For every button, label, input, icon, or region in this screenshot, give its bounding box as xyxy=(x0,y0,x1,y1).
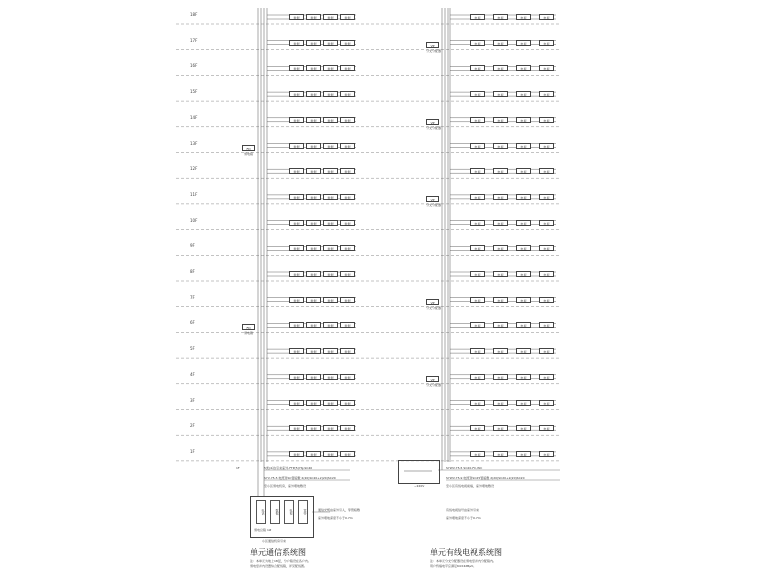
data-outlet: 数据 xyxy=(289,143,304,149)
floor-label: 1F xyxy=(190,448,195,454)
right-splitter-box: VP xyxy=(426,196,439,202)
tv-outlet: 电视 xyxy=(493,65,508,71)
tv-outlet: 电视 xyxy=(470,91,485,97)
data-outlet: 数据 xyxy=(323,245,338,251)
floor-label: 7F xyxy=(190,294,195,300)
cabinet-column: 数据 xyxy=(270,500,280,524)
tv-outlet: 电视 xyxy=(516,425,531,431)
data-outlet: 数据 xyxy=(323,143,338,149)
floor-label: 11F xyxy=(190,191,198,197)
right-box-note: 分支分配器 xyxy=(426,305,442,310)
floor-label: 8F xyxy=(190,269,195,274)
tv-outlet: 电视 xyxy=(493,168,508,174)
tv-outlet: 电视 xyxy=(470,220,485,226)
tv-outlet: 电视 xyxy=(516,297,531,303)
data-outlet: 数据 xyxy=(323,400,338,406)
tv-outlet: 电视 xyxy=(539,40,554,46)
tv-outlet: 电视 xyxy=(539,245,554,251)
floor-label: 14F xyxy=(190,114,198,120)
tv-outlet: 电视 xyxy=(470,400,485,406)
right-box-note: 分支分配器 xyxy=(426,202,442,207)
tv-outlet: 电视 xyxy=(493,143,508,149)
data-outlet: 数据 xyxy=(340,117,355,123)
tv-outlet: 电视 xyxy=(470,143,485,149)
data-outlet: 数据 xyxy=(306,374,321,380)
floor-label: 15F xyxy=(190,89,198,95)
left-distribution-box: FD xyxy=(242,145,255,151)
right-trunk-cable: SYWV-75-5 SC20-FC,WC xyxy=(446,466,483,470)
data-outlet: 数据 xyxy=(340,168,355,174)
data-outlet: 数据 xyxy=(323,374,338,380)
data-outlet: 数据 xyxy=(340,348,355,354)
right-splitter-box: VP xyxy=(426,119,439,125)
tv-outlet: 电视 xyxy=(516,65,531,71)
data-outlet: 数据 xyxy=(340,374,355,380)
tv-outlet: 电视 xyxy=(539,194,554,200)
data-outlet: 数据 xyxy=(306,40,321,46)
data-outlet: 数据 xyxy=(323,297,338,303)
data-outlet: 数据 xyxy=(323,40,338,46)
right-splitter-box: VP xyxy=(426,376,439,382)
tv-outlet: 电视 xyxy=(493,91,508,97)
data-outlet: 数据 xyxy=(289,40,304,46)
data-outlet: 数据 xyxy=(306,451,321,457)
tv-outlet: 电视 xyxy=(539,271,554,277)
data-outlet: 数据 xyxy=(306,91,321,97)
floor-label: 10F xyxy=(190,217,198,223)
data-outlet: 数据 xyxy=(289,14,304,20)
data-outlet: 数据 xyxy=(289,117,304,123)
tv-outlet: 电视 xyxy=(539,143,554,149)
data-outlet: 数据 xyxy=(289,194,304,200)
tv-outlet: 电视 xyxy=(539,400,554,406)
tv-outlet: 电视 xyxy=(516,117,531,123)
data-outlet: 数据 xyxy=(323,322,338,328)
left-bottom-label: 1F xyxy=(236,466,240,470)
data-outlet: 数据 xyxy=(340,65,355,71)
data-outlet: 数据 xyxy=(289,297,304,303)
data-outlet: 数据 xyxy=(306,425,321,431)
cabinet-column: 电视 xyxy=(284,500,294,524)
right-amplifier-box xyxy=(398,460,440,484)
tv-outlet: 电视 xyxy=(493,400,508,406)
tv-outlet: 电视 xyxy=(470,40,485,46)
data-outlet: 数据 xyxy=(289,348,304,354)
tv-outlet: 电视 xyxy=(539,348,554,354)
tv-outlet: 电视 xyxy=(539,374,554,380)
data-outlet: 数据 xyxy=(340,143,355,149)
tv-outlet: 电视 xyxy=(516,374,531,380)
tv-outlet: 电视 xyxy=(470,168,485,174)
data-outlet: 数据 xyxy=(289,271,304,277)
floor-label: 17F xyxy=(190,37,198,43)
right-splitter-box: VP xyxy=(426,42,439,48)
tv-outlet: 电视 xyxy=(470,451,485,457)
right-box-note: 分支分配器 xyxy=(426,382,442,387)
cabinet-column: 宽带 xyxy=(298,500,308,524)
tv-outlet: 电视 xyxy=(516,322,531,328)
tv-outlet: 电视 xyxy=(516,14,531,20)
data-outlet: 数据 xyxy=(323,65,338,71)
data-outlet: 数据 xyxy=(340,14,355,20)
data-outlet: 数据 xyxy=(323,14,338,20)
tv-outlet: 电视 xyxy=(539,91,554,97)
tv-outlet: 电视 xyxy=(516,245,531,251)
tv-outlet: 电视 xyxy=(516,91,531,97)
data-outlet: 数据 xyxy=(340,40,355,46)
data-outlet: 数据 xyxy=(306,168,321,174)
data-outlet: 数据 xyxy=(306,297,321,303)
tv-outlet: 电视 xyxy=(493,322,508,328)
right-note-2: 用户终端电平应满足64±4dBμV。 xyxy=(430,564,477,568)
tv-outlet: 电视 xyxy=(493,220,508,226)
tv-outlet: 电视 xyxy=(516,400,531,406)
tv-outlet: 电视 xyxy=(493,117,508,123)
floor-label: 3F xyxy=(190,397,195,403)
tv-outlet: 电视 xyxy=(516,168,531,174)
data-outlet: 数据 xyxy=(340,220,355,226)
floor-label: 6F xyxy=(190,320,195,326)
data-outlet: 数据 xyxy=(340,425,355,431)
right-box-note: 分支分配器 xyxy=(426,125,442,130)
right-head-cable: SYWV-75-9 电缆穿SC25管暗敷 2(20)SC20+2(20)SC20 xyxy=(446,476,525,480)
tv-outlet: 电视 xyxy=(470,245,485,251)
left-box-note: 弱电箱 xyxy=(244,151,254,156)
data-outlet: 数据 xyxy=(306,348,321,354)
left-cabinet-note: 小区通信机房引来 xyxy=(262,539,287,543)
tv-outlet: 电视 xyxy=(470,271,485,277)
data-outlet: 数据 xyxy=(289,322,304,328)
data-outlet: 数据 xyxy=(306,65,321,71)
data-outlet: 数据 xyxy=(323,425,338,431)
data-outlet: 数据 xyxy=(323,194,338,200)
floor-label: 2F xyxy=(190,423,195,429)
data-outlet: 数据 xyxy=(340,322,355,328)
floor-label: 13F xyxy=(190,140,198,146)
data-outlet: 数据 xyxy=(340,400,355,406)
tv-outlet: 电视 xyxy=(493,271,508,277)
data-outlet: 数据 xyxy=(323,220,338,226)
data-outlet: 数据 xyxy=(306,271,321,277)
tv-outlet: 电视 xyxy=(470,425,485,431)
tv-outlet: 电视 xyxy=(493,245,508,251)
floor-label: 18F xyxy=(190,12,198,17)
tv-outlet: 电视 xyxy=(539,425,554,431)
data-outlet: 数据 xyxy=(340,91,355,97)
tv-outlet: 电视 xyxy=(516,451,531,457)
data-outlet: 数据 xyxy=(289,374,304,380)
tv-outlet: 电视 xyxy=(516,220,531,226)
data-outlet: 数据 xyxy=(340,297,355,303)
data-outlet: 数据 xyxy=(340,451,355,457)
right-splitter-box: VP xyxy=(426,299,439,305)
left-box-note: 弱电箱 xyxy=(244,331,254,336)
floor-label: 5F xyxy=(190,346,195,352)
left-note-right-1: 通信光缆由室外引入，穿管暗敷 xyxy=(318,508,361,512)
data-outlet: 数据 xyxy=(289,220,304,226)
tv-outlet: 电视 xyxy=(493,297,508,303)
tv-outlet: 电视 xyxy=(493,348,508,354)
left-cabinet-label: 弱电总箱 1# xyxy=(254,528,272,532)
data-outlet: 数据 xyxy=(323,168,338,174)
data-outlet: 数据 xyxy=(323,117,338,123)
left-note-2: 弱电竖井内设置综合配线箱，详见配线图。 xyxy=(250,564,308,568)
tv-outlet: 电视 xyxy=(539,220,554,226)
tv-outlet: 电视 xyxy=(539,297,554,303)
data-outlet: 数据 xyxy=(289,91,304,97)
data-outlet: 数据 xyxy=(340,271,355,277)
tv-outlet: 电视 xyxy=(470,14,485,20)
right-note-right-2: 室外埋地深度不小于0.7m xyxy=(446,516,481,520)
tv-outlet: 电视 xyxy=(516,40,531,46)
data-outlet: 数据 xyxy=(306,143,321,149)
tv-outlet: 电视 xyxy=(493,194,508,200)
tv-outlet: 电视 xyxy=(470,194,485,200)
tv-outlet: 电视 xyxy=(539,65,554,71)
data-outlet: 数据 xyxy=(289,245,304,251)
tv-outlet: 电视 xyxy=(470,374,485,380)
data-outlet: 数据 xyxy=(323,451,338,457)
floor-label: 12F xyxy=(190,166,198,172)
data-outlet: 数据 xyxy=(306,220,321,226)
data-outlet: 数据 xyxy=(289,400,304,406)
cabinet-column: 电话 xyxy=(256,500,266,524)
data-outlet: 数据 xyxy=(323,271,338,277)
tv-outlet: 电视 xyxy=(493,14,508,20)
right-note-1: 注：本单元分支分配器设在弱电竖井内分配箱内。 xyxy=(430,559,497,563)
floor-label: 9F xyxy=(190,243,195,249)
data-outlet: 数据 xyxy=(306,245,321,251)
left-to-outside: 至小区弱电机房，室外埋地敷设 xyxy=(264,484,307,488)
tv-outlet: 电视 xyxy=(470,348,485,354)
right-box-note: 分支分配器 xyxy=(426,48,442,53)
tv-outlet: 电视 xyxy=(516,194,531,200)
data-outlet: 数据 xyxy=(306,14,321,20)
tv-outlet: 电视 xyxy=(493,40,508,46)
data-outlet: 数据 xyxy=(306,194,321,200)
data-outlet: 数据 xyxy=(289,65,304,71)
left-distribution-box: FD xyxy=(242,324,255,330)
right-to-outside: 至小区有线电视前端，室外埋地敷设 xyxy=(446,484,495,488)
data-outlet: 数据 xyxy=(306,400,321,406)
data-outlet: 数据 xyxy=(289,425,304,431)
data-outlet: 数据 xyxy=(306,322,321,328)
tv-outlet: 电视 xyxy=(539,14,554,20)
data-outlet: 数据 xyxy=(340,245,355,251)
tv-outlet: 电视 xyxy=(470,322,485,328)
tv-outlet: 电视 xyxy=(516,143,531,149)
tv-outlet: 电视 xyxy=(493,451,508,457)
right-note-right-1: 有线电视信号由室外引来 xyxy=(446,508,480,512)
tv-outlet: 电视 xyxy=(470,297,485,303)
floor-label: 16F xyxy=(190,63,198,69)
right-amp-label: ~220V xyxy=(414,484,425,488)
tv-outlet: 电视 xyxy=(470,65,485,71)
floor-label: 4F xyxy=(190,371,195,377)
left-note-right-2: 室外埋地深度不小于0.7m xyxy=(318,516,353,520)
left-trunk-cable: SYV-75-5 电缆穿SC管暗敷 2(20)SC20+2(20)SC20 xyxy=(264,476,336,480)
tv-outlet: 电视 xyxy=(539,117,554,123)
tv-outlet: 电视 xyxy=(539,451,554,457)
tv-outlet: 电视 xyxy=(539,168,554,174)
tv-outlet: 电视 xyxy=(470,117,485,123)
tv-outlet: 电视 xyxy=(516,348,531,354)
data-outlet: 数据 xyxy=(289,168,304,174)
left-title: 单元通信系统图 xyxy=(250,548,306,557)
left-incoming-cable: 5类(4对)引来室外-FTP(5)YSJ-SC40 xyxy=(264,466,313,470)
tv-outlet: 电视 xyxy=(539,322,554,328)
data-outlet: 数据 xyxy=(340,194,355,200)
left-note-1: 注：本单元为地上18层，分户箱设在各户内。 xyxy=(250,559,311,563)
tv-outlet: 电视 xyxy=(516,271,531,277)
data-outlet: 数据 xyxy=(289,451,304,457)
right-title: 单元有线电视系统图 xyxy=(430,548,502,557)
data-outlet: 数据 xyxy=(306,117,321,123)
tv-outlet: 电视 xyxy=(493,425,508,431)
data-outlet: 数据 xyxy=(323,348,338,354)
tv-outlet: 电视 xyxy=(493,374,508,380)
data-outlet: 数据 xyxy=(323,91,338,97)
